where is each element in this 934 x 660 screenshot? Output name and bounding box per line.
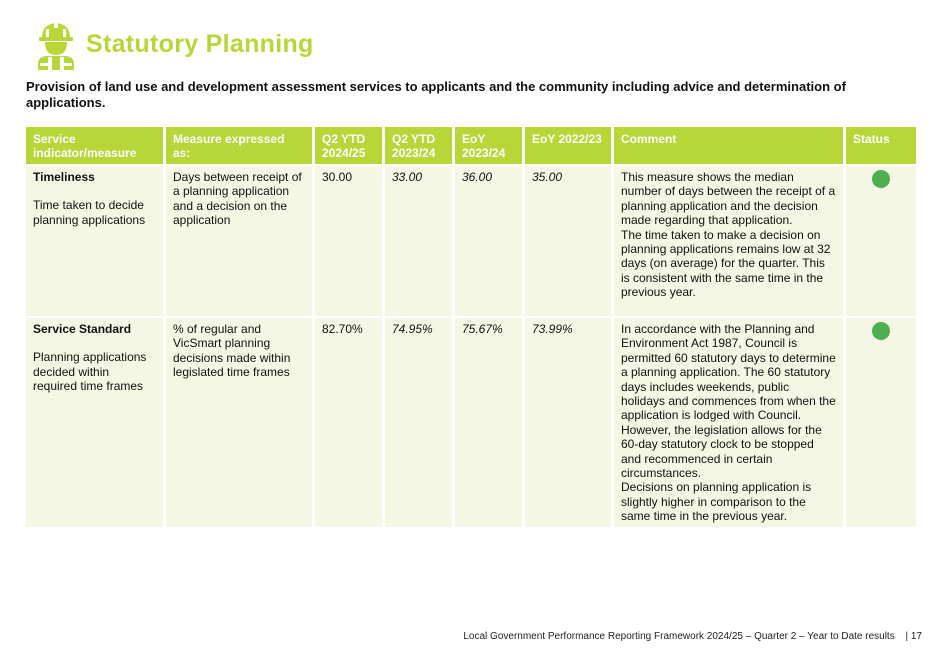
comment-paragraph: In accordance with the Planning and Environment Act 1987, Council is permitted 60 statutory days to determine a planning application. The 60 statutory days includes weekends, public holidays and commences from when the application is lodged with Council. However, the legislation allows for the 60-day statutory clock to be stopped and recommenced in certain circumstances.: [621, 322, 836, 481]
status-cell: [846, 166, 916, 316]
service-description: Provision of land use and development assessment services to applicants and the community including advice and determination of applications.: [26, 79, 846, 110]
service-desc: Time taken to decide planning applications: [33, 198, 146, 227]
performance-table: [23, 125, 919, 529]
prior-value-cell: 73.99%: [525, 318, 611, 527]
prior-value-cell: 36.00: [455, 166, 522, 316]
service-title: Service Standard: [33, 322, 132, 336]
status-indicator-icon: [872, 322, 890, 340]
worker-hardhat-icon: [34, 18, 78, 70]
prior-value-cell: 35.00: [525, 166, 611, 316]
current-value-cell: 30.00: [315, 166, 382, 316]
column-header: Q2 YTD 2024/25: [315, 127, 382, 164]
column-header: EoY 2022/23: [525, 127, 611, 164]
comment-cell: [614, 166, 843, 316]
column-header: Service indicator/measure: [26, 127, 163, 164]
service-desc: Planning applications decided within required time frames: [33, 350, 147, 394]
comment-paragraph: This measure shows the median number of days between the receipt of a planning application and the decision made regarding that application.: [621, 170, 836, 228]
column-header: Measure expressed as:: [166, 127, 312, 164]
page-title: Statutory Planning: [86, 29, 314, 58]
comment-paragraph: Decisions on planning application is slightly higher in comparison to the same time in the previous year.: [621, 480, 812, 524]
footer-text: Local Government Performance Reporting Framework 2024/25 – Quarter 2 – Year to Date results: [463, 631, 895, 642]
prior-value-cell: 75.67%: [455, 318, 522, 527]
measure-cell: % of regular and VicSmart planning decisions made within legislated time frames: [166, 318, 312, 527]
column-header: Q2 YTD 2023/24: [385, 127, 452, 164]
service-title: Timeliness: [33, 170, 95, 184]
column-header: EoY 2023/24: [455, 127, 522, 164]
page-footer: [463, 631, 922, 642]
comment-cell: [614, 318, 843, 527]
column-header: Status: [846, 127, 916, 164]
current-value-cell: 82.70%: [315, 318, 382, 527]
column-header: Comment: [614, 127, 843, 164]
comment-paragraph: The time taken to make a decision on planning applications remains low at 32 days (on average) for the quarter. This is consistent with the same time in the previous year.: [621, 227, 831, 300]
table-header-row: [26, 127, 916, 164]
table-row: [26, 318, 916, 527]
prior-value-cell: 74.95%: [385, 318, 452, 527]
status-indicator-icon: [872, 170, 890, 188]
table-row: [26, 166, 916, 316]
page-header: [34, 18, 314, 70]
service-cell: [26, 166, 163, 316]
service-cell: [26, 318, 163, 527]
page-number: | 17: [905, 631, 922, 642]
prior-value-cell: 33.00: [385, 166, 452, 316]
status-cell: [846, 318, 916, 527]
measure-cell: Days between receipt of a planning application and a decision on the application: [166, 166, 312, 316]
